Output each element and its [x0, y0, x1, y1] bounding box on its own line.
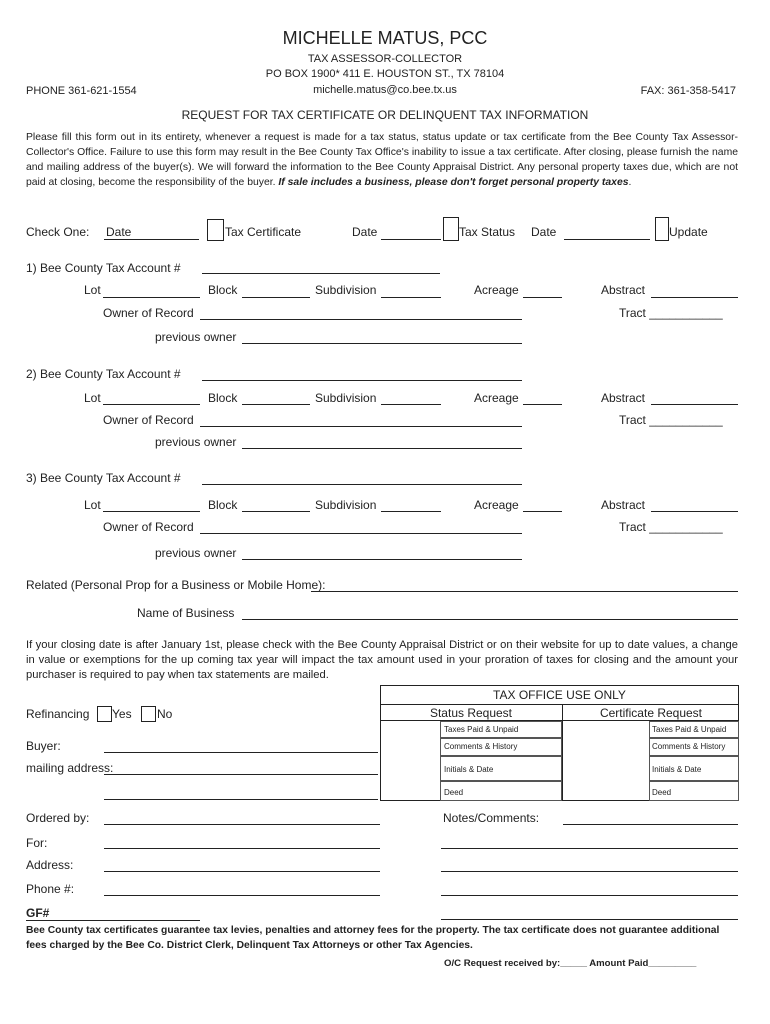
status-taxes-paid: Taxes Paid & Unpaid [444, 725, 519, 734]
refinancing-no-checkbox[interactable] [141, 706, 156, 722]
phone-field[interactable] [104, 895, 380, 896]
previous-owner-label: previous owner [155, 546, 237, 560]
office-holder-name: MICHELLE MATUS, PCC [282, 28, 488, 48]
status-request-header: Status Request [429, 706, 513, 720]
tax-office-title: TAX OFFICE USE ONLY [493, 688, 626, 702]
form-title: REQUEST FOR TAX CERTIFICATE OR DELINQUENT TAX INFORMATION [181, 108, 589, 122]
received-by-line: O/C Request received by:_____ Amount Paid_________ [444, 958, 697, 969]
acreage-label: Acreage [474, 283, 519, 297]
subdivision-field[interactable] [381, 511, 441, 512]
owner-field[interactable] [200, 533, 522, 534]
tax-office-column-divider [562, 705, 563, 801]
block-label: Block [208, 498, 238, 512]
footer-disclaimer: Bee County tax certificates guarantee tax levies, penalties and attorney fees for the property. The tax certificate does not guarantee additional fees charged by the Bee Co. District Clerk, Delinquent Tax Attorneys or other Tax Agencies. [26, 925, 720, 951]
account-3-number-field[interactable] [202, 484, 522, 485]
buyer-label: Buyer: [26, 739, 61, 753]
business-name-label: Name of Business [137, 606, 235, 620]
certificate-request-header: Certificate Request [599, 706, 703, 720]
acreage-field[interactable] [523, 404, 562, 405]
abstract-label: Abstract [601, 391, 646, 405]
office-fax: FAX: 361-358-5417 [640, 85, 736, 97]
buyer-field[interactable] [104, 752, 378, 753]
lot-label: Lot [84, 498, 101, 512]
date-field-2[interactable] [381, 239, 441, 240]
certificate-initials: Initials & Date [652, 765, 702, 774]
notes-field-5[interactable] [441, 919, 738, 920]
subdivision-label: Subdivision [315, 283, 377, 297]
status-comments: Comments & History [444, 742, 518, 751]
intro-end: . [628, 177, 632, 188]
owner-label: Owner of Record [103, 306, 194, 320]
check-one-label: Check One: [26, 225, 90, 239]
abstract-label: Abstract [601, 283, 646, 297]
office-email[interactable]: michelle.matus@co.bee.tx.us [313, 84, 457, 96]
certificate-comments: Comments & History [652, 742, 726, 751]
account-1-number-field[interactable] [202, 273, 440, 274]
block-field[interactable] [242, 297, 310, 298]
block-field[interactable] [242, 404, 310, 405]
tax-certificate-label: Tax Certificate [225, 225, 302, 239]
for-field[interactable] [104, 848, 380, 849]
date-label-3: Date [531, 225, 557, 239]
lot-label: Lot [84, 283, 101, 297]
date-label-1: Date [106, 225, 132, 239]
update-checkbox[interactable] [655, 217, 669, 241]
lot-label: Lot [84, 391, 101, 405]
acreage-label: Acreage [474, 391, 519, 405]
previous-owner-field[interactable] [242, 448, 522, 449]
tract-label: Tract ___________ [619, 520, 723, 534]
abstract-field[interactable] [651, 297, 738, 298]
subdivision-field[interactable] [381, 404, 441, 405]
previous-owner-label: previous owner [155, 330, 237, 344]
intro-paragraph [26, 130, 738, 190]
block-label: Block [208, 391, 238, 405]
tax-certificate-checkbox[interactable] [207, 219, 224, 241]
intro-emphasis: If sale includes a business, please don't forget personal property taxes [278, 177, 629, 188]
status-deed: Deed [444, 788, 464, 797]
lot-field[interactable] [103, 511, 200, 512]
lot-field[interactable] [103, 297, 200, 298]
abstract-field[interactable] [651, 404, 738, 405]
refinancing-yes-checkbox[interactable] [97, 706, 112, 722]
mailing-address-field[interactable] [104, 774, 378, 775]
tax-office-divider [380, 704, 739, 705]
intro-text: Please fill this form out in its entirety, whenever a request is made for a tax status, status update or tax certificate from the Bee County Tax Assessor-Collector's Office. Failure to use this form may result in the Bee County Tax Office's inability to issue a tax certificate. After closing, please furnish the name and mailing address of the buyer(s). We will forward the information to the Bee County Appraisal District. Any personal property taxes due, which are not paid at closing, become the responsibility of the buyer. [26, 132, 738, 188]
certificate-deed: Deed [652, 788, 672, 797]
related-label: Related (Personal Prop for a Business or Mobile Home): [26, 578, 326, 592]
subdivision-label: Subdivision [315, 498, 377, 512]
account-1-heading: 1) Bee County Tax Account # [26, 261, 181, 275]
owner-label: Owner of Record [103, 520, 194, 534]
notes-field-4[interactable] [441, 895, 738, 896]
account-2-number-field[interactable] [202, 380, 522, 381]
certificate-taxes-paid: Taxes Paid & Unpaid [652, 725, 727, 734]
ordered-by-label: Ordered by: [26, 811, 90, 825]
block-label: Block [208, 283, 238, 297]
block-field[interactable] [242, 511, 310, 512]
related-field[interactable] [311, 591, 738, 592]
account-3-heading: 3) Bee County Tax Account # [26, 471, 181, 485]
update-label: Update [669, 225, 708, 239]
tax-status-label: Tax Status [459, 225, 516, 239]
office-title: TAX ASSESSOR-COLLECTOR [307, 53, 463, 65]
status-initials: Initials & Date [444, 765, 494, 774]
previous-owner-field[interactable] [242, 559, 522, 560]
owner-field[interactable] [200, 426, 522, 427]
notes-field[interactable] [563, 824, 738, 825]
subdivision-label: Subdivision [315, 391, 377, 405]
acreage-field[interactable] [523, 297, 562, 298]
tract-label: Tract ___________ [619, 413, 723, 427]
mailing-address-field-2[interactable] [104, 799, 378, 800]
date-field-3[interactable] [564, 239, 650, 240]
acreage-label: Acreage [474, 498, 519, 512]
business-name-field[interactable] [242, 619, 738, 620]
notes-field-2[interactable] [441, 848, 738, 849]
tract-label: Tract ___________ [619, 306, 723, 320]
address-field[interactable] [104, 871, 380, 872]
closing-note: If your closing date is after January 1st, please check with the Bee County Appraisal District or on their website for up to date values, a change in value or exemptions for the up coming tax year will impact the tax amount used in your proration of taxes for closing and the amount your purchaser is required to pay when tax statements are mailed. [26, 639, 738, 681]
gf-label: GF# [26, 906, 50, 920]
previous-owner-field[interactable] [242, 343, 522, 344]
lot-field[interactable] [103, 404, 200, 405]
phone-label: Phone #: [26, 882, 75, 896]
abstract-field[interactable] [651, 511, 738, 512]
date-label-2: Date [352, 225, 378, 239]
abstract-label: Abstract [601, 498, 646, 512]
previous-owner-label: previous owner [155, 435, 237, 449]
subdivision-field[interactable] [381, 297, 441, 298]
owner-label: Owner of Record [103, 413, 194, 427]
refinancing-no-label: No [157, 707, 173, 721]
acreage-field[interactable] [523, 511, 562, 512]
owner-field[interactable] [200, 319, 522, 320]
address-label: Address: [26, 858, 74, 872]
refinancing-yes-label: Yes [112, 707, 132, 721]
date-field-1[interactable] [104, 239, 199, 240]
tax-status-checkbox[interactable] [443, 217, 459, 241]
ordered-by-field[interactable] [104, 824, 380, 825]
refinancing-label: Refinancing [26, 707, 90, 721]
office-phone: PHONE 361-621-1554 [26, 85, 137, 97]
office-address: PO BOX 1900* 411 E. HOUSTON ST., TX 78104 [265, 68, 505, 80]
notes-label: Notes/Comments: [443, 811, 540, 825]
mailing-address-label: mailing address: [26, 761, 114, 775]
gf-field[interactable] [26, 920, 200, 921]
for-label: For: [26, 836, 48, 850]
notes-field-3[interactable] [441, 871, 738, 872]
account-2-heading: 2) Bee County Tax Account # [26, 367, 181, 381]
